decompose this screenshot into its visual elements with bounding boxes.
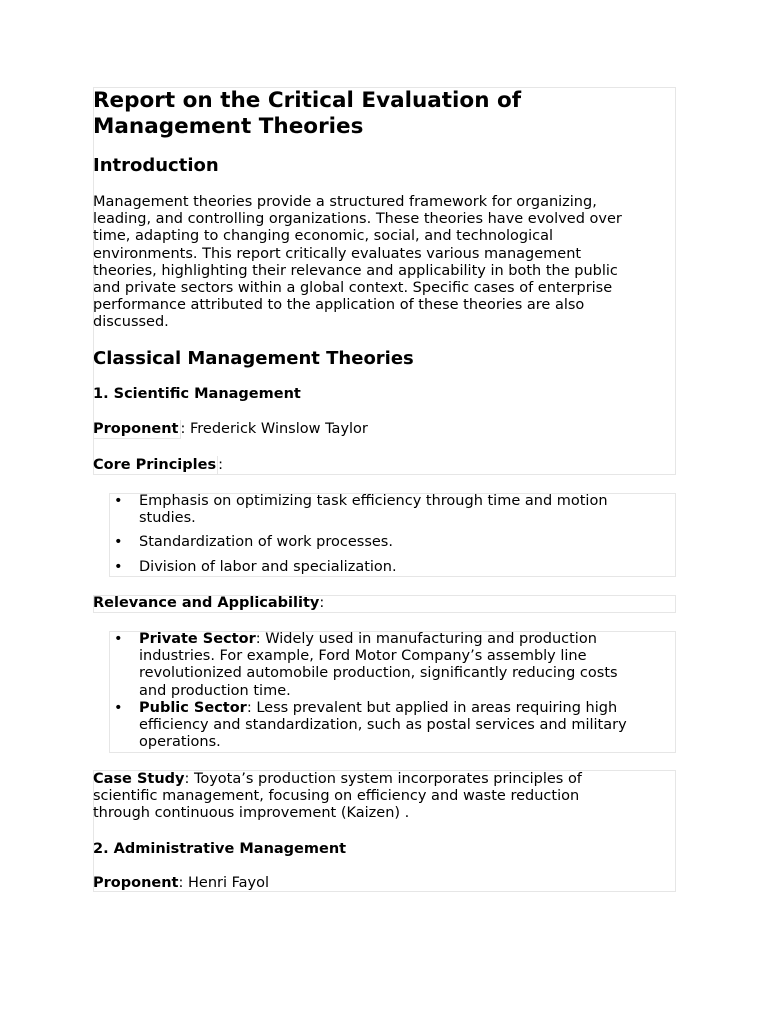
- proponent-label: Proponent: [93, 875, 179, 891]
- proponent-value: : Henri Fayol: [178, 875, 269, 891]
- core-principles-label: Core Principles: [93, 457, 217, 473]
- sector-label: Private Sector: [139, 631, 256, 647]
- list-item: [139, 559, 397, 576]
- case-study-line: [93, 771, 582, 788]
- intro-paragraph: [93, 194, 622, 332]
- intro-line: leading, and controlling organizations. These theories have evolved over: [93, 211, 622, 228]
- list-item: [139, 700, 627, 752]
- list-item-line: [139, 700, 627, 717]
- classical-heading: Classical Management Theories: [93, 348, 414, 369]
- intro-line: discussed.: [93, 314, 169, 331]
- relevance-label: Relevance and Applicability: [93, 595, 320, 611]
- list-item: [139, 534, 393, 551]
- intro-line: environments. This report critically evaluates various management: [93, 245, 582, 262]
- bullet-icon: •: [114, 559, 123, 575]
- bullet-icon: •: [114, 493, 123, 509]
- list-item-line: industries. For example, Ford Motor Company’s assembly line: [139, 648, 587, 665]
- list-item: [139, 493, 608, 527]
- proponent-value: : Frederick Winslow Taylor: [180, 421, 368, 437]
- scientific-proponent: [93, 420, 368, 439]
- list-item-line: operations.: [139, 734, 221, 751]
- scientific-heading: 1. Scientific Management: [93, 386, 301, 402]
- bullet-icon: •: [114, 534, 123, 550]
- case-study-text: : Toyota’s production system incorporates principles of: [184, 771, 582, 787]
- list-item-line: [139, 631, 618, 648]
- case-study-line: through continuous improvement (Kaizen) .: [93, 805, 410, 822]
- administrative-heading: 2. Administrative Management: [93, 841, 347, 857]
- list-item-line: Division of labor and specialization.: [139, 559, 397, 575]
- sector-text: : Less prevalent but applied in areas requiring high: [246, 700, 618, 716]
- core-principles-row: [93, 456, 223, 475]
- case-study-paragraph: [93, 771, 582, 823]
- intro-line: Management theories provide a structured framework for organizing,: [93, 194, 597, 210]
- bullet-icon: •: [114, 631, 123, 647]
- list-item-line: Standardization of work processes.: [139, 534, 393, 550]
- page-title: [93, 88, 673, 139]
- sector-text: : Widely used in manufacturing and production: [255, 631, 597, 647]
- case-study-line: scientific management, focusing on efficiency and waste reduction: [93, 788, 580, 805]
- intro-heading: Introduction: [93, 155, 219, 176]
- intro-line: time, adapting to changing economic, social, and technological: [93, 228, 553, 245]
- list-item-line: efficiency and standardization, such as postal services and military: [139, 717, 627, 734]
- administrative-proponent: [93, 874, 269, 892]
- list-item-line: revolutionized automobile production, significantly reducing costs: [139, 665, 618, 682]
- proponent-label: Proponent: [93, 421, 179, 437]
- list-item-line: and production time.: [139, 682, 291, 699]
- intro-line: theories, highlighting their relevance and applicability in both the public: [93, 262, 618, 279]
- relevance-row: [93, 594, 324, 612]
- intro-line: performance attributed to the application of these theories are also: [93, 297, 585, 314]
- title-line: Report on the Critical Evaluation of: [93, 88, 522, 113]
- sector-label: Public Sector: [139, 700, 247, 716]
- list-item-line: Emphasis on optimizing task efficiency through time and motion: [139, 493, 608, 509]
- case-study-label: Case Study: [93, 771, 185, 787]
- title-line: Management Theories: [93, 113, 364, 139]
- relevance-suffix: :: [319, 595, 325, 611]
- list-item: [139, 631, 618, 700]
- list-item-line: studies.: [139, 510, 196, 527]
- bullet-icon: •: [114, 700, 123, 716]
- intro-line: and private sectors within a global context. Specific cases of enterprise: [93, 280, 613, 297]
- core-principles-suffix: :: [218, 457, 223, 473]
